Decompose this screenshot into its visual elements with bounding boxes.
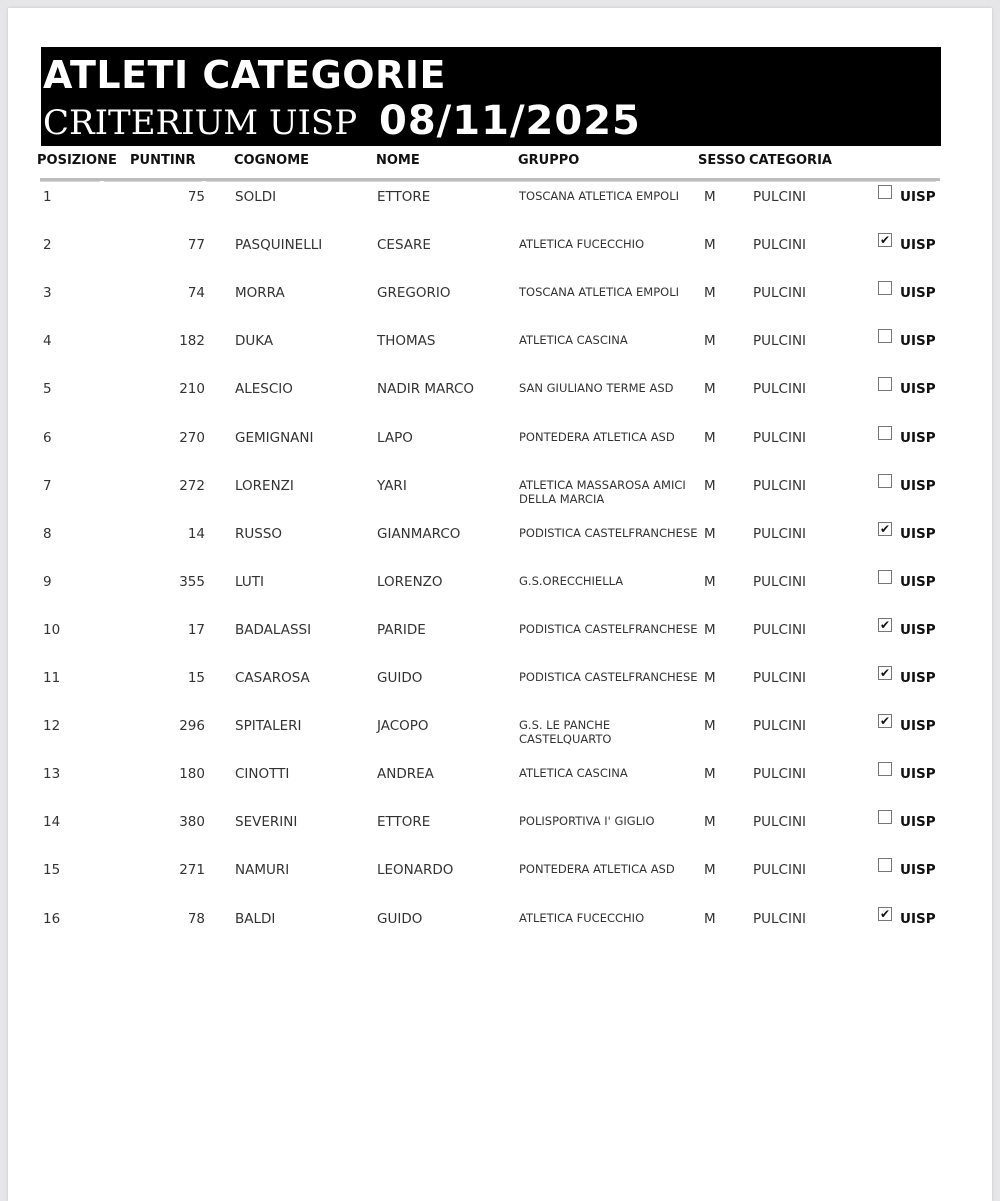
cell-categoria: PULCINI [753,670,807,686]
column-header-gruppo: GRUPPO [518,153,580,168]
uisp-checkbox[interactable] [878,858,892,872]
cell-sesso: M [704,333,716,350]
column-header-cognome: COGNOME [234,153,310,168]
cell-categoria: PULCINI [753,477,807,494]
page-title: ATLETI CATEGORIE [43,53,446,97]
cell-sesso: M [704,814,716,831]
checkmark-icon: ✔ [879,233,891,248]
cell-gruppo: ATLETICA FUCECCHIO [519,910,645,925]
uisp-label: UISP [900,814,936,831]
cell-cognome: NAMURI [235,862,290,879]
cell-sesso: M [704,237,716,254]
uisp-label: UISP [900,285,936,302]
uisp-checkbox[interactable] [878,714,892,728]
checkmark-icon: ✔ [879,666,891,680]
cell-nome: GUIDO [377,910,423,927]
uisp-checkbox[interactable] [878,426,892,440]
uisp-checkbox[interactable] [878,522,892,536]
cell-puntinr: 296 [179,718,205,735]
cell-categoria: PULCINI [753,621,807,638]
cell-gruppo: PODISTICA CASTELFRANCHESE [519,525,698,540]
cell-gruppo: PODISTICA CASTELFRANCHESE [519,670,698,684]
document-page [8,8,992,1201]
cell-nome: NADIR MARCO [377,381,475,398]
cell-sesso: M [704,429,716,446]
table-row [8,333,992,381]
uisp-label: UISP [900,525,936,542]
cell-posizione: 15 [43,862,61,879]
checkmark-icon: ✔ [879,617,891,632]
cell-puntinr: 380 [179,814,205,831]
cell-cognome: SPITALERI [235,718,302,735]
cell-categoria: PULCINI [753,237,807,254]
table-row [8,574,992,622]
cell-sesso: M [704,766,716,783]
table-row [8,814,992,862]
table-row [8,233,992,285]
cell-cognome: ALESCIO [235,381,293,398]
cell-gruppo: ATLETICA CASCINA [519,333,628,348]
uisp-checkbox[interactable] [878,907,892,921]
cell-cognome: MORRA [235,285,285,302]
table-row [8,521,992,574]
cell-cognome: LUTI [235,573,264,590]
cell-nome: PARIDE [377,621,426,638]
uisp-label: UISP [900,381,936,398]
table-row [8,666,992,718]
uisp-label: UISP [900,477,936,494]
cell-categoria: PULCINI [753,910,807,927]
uisp-label: UISP [900,189,936,205]
cell-gruppo: G.S. LE PANCHE CASTELQUARTO [519,718,612,747]
cell-cognome: GEMIGNANI [235,429,314,446]
cell-nome: LAPO [377,429,413,446]
cell-sesso: M [704,477,716,494]
cell-posizione: 4 [43,333,52,350]
cell-cognome: DUKA [235,333,274,350]
cell-puntinr: 180 [179,766,205,783]
cell-gruppo: ATLETICA CASCINA [519,766,628,781]
column-header-nome: NOME [376,153,420,168]
column-header-puntinr: PUNTINR [130,153,196,168]
cell-sesso: M [704,670,716,686]
table-row [8,189,992,237]
cell-gruppo: PONTEDERA ATLETICA ASD [519,862,675,877]
cell-cognome: SEVERINI [235,814,298,831]
cell-nome: ANDREA [377,766,434,783]
cell-puntinr: 75 [187,189,205,205]
cell-sesso: M [704,189,716,205]
cell-sesso: M [704,381,716,398]
cell-puntinr: 78 [187,910,205,927]
uisp-label: UISP [900,862,936,879]
uisp-label: UISP [900,333,936,350]
cell-nome: ETTORE [377,189,431,205]
cell-categoria: PULCINI [753,285,807,302]
uisp-label: UISP [900,910,936,927]
cell-nome: JACOPO [377,718,429,735]
table-row [8,617,992,670]
cell-sesso: M [704,525,716,542]
cell-nome: THOMAS [377,333,436,350]
uisp-checkbox[interactable] [878,570,892,584]
table-row [8,478,992,526]
uisp-checkbox[interactable] [878,762,892,776]
uisp-label: UISP [900,718,936,735]
table-row [8,430,992,478]
uisp-checkbox[interactable] [878,185,892,199]
cell-puntinr: 271 [179,862,205,879]
cell-nome: CESARE [377,237,431,254]
uisp-label: UISP [900,237,936,254]
cell-gruppo: SAN GIULIANO TERME ASD [519,381,674,396]
cell-posizione: 16 [43,910,61,927]
cell-gruppo: ATLETICA MASSAROSA AMICI DELLA MARCIA [519,477,686,506]
uisp-checkbox[interactable] [878,666,892,680]
cell-gruppo: TOSCANA ATLETICA EMPOLI [519,189,680,203]
uisp-checkbox[interactable] [878,618,892,632]
cell-categoria: PULCINI [753,718,807,735]
cell-puntinr: 355 [179,573,205,590]
cell-puntinr: 270 [179,429,205,446]
title-banner [41,47,941,146]
checkmark-icon: ✔ [879,521,891,536]
cell-nome: LORENZO [377,573,443,590]
uisp-label: UISP [900,621,936,638]
cell-posizione: 10 [43,621,61,638]
cell-posizione: 5 [43,381,52,398]
uisp-label: UISP [900,670,936,686]
cell-cognome: SOLDI [235,189,277,205]
cell-gruppo: POLISPORTIVA I' GIGLIO [519,814,655,829]
cell-puntinr: 14 [187,525,205,542]
uisp-checkbox[interactable] [878,377,892,391]
uisp-checkbox[interactable] [878,474,892,488]
cell-categoria: PULCINI [753,573,807,590]
cell-posizione: 11 [43,670,61,686]
cell-sesso: M [704,285,716,302]
cell-categoria: PULCINI [753,814,807,831]
cell-nome: GIANMARCO [377,525,461,542]
column-header-sesso: SESSO [698,153,746,168]
cell-posizione: 2 [43,237,52,254]
cell-nome: ETTORE [377,814,431,831]
cell-categoria: PULCINI [753,381,807,398]
cell-puntinr: 74 [187,285,205,302]
cell-posizione: 14 [43,814,61,831]
uisp-checkbox[interactable] [878,810,892,824]
cell-nome: GUIDO [377,670,423,686]
uisp-label: UISP [900,766,936,783]
cell-gruppo: G.S.ORECCHIELLA [519,573,624,588]
uisp-checkbox[interactable] [878,281,892,295]
cell-nome: LEONARDO [377,862,454,879]
cell-posizione: 3 [43,285,52,302]
cell-posizione: 1 [43,189,52,205]
uisp-label: UISP [900,573,936,590]
cell-sesso: M [704,573,716,590]
uisp-checkbox[interactable] [878,233,892,247]
uisp-label: UISP [900,429,936,446]
cell-puntinr: 182 [179,333,205,350]
cell-gruppo: PODISTICA CASTELFRANCHESE [519,621,698,636]
cell-gruppo: PONTEDERA ATLETICA ASD [519,429,675,444]
cell-cognome: RUSSO [235,525,283,542]
cell-categoria: PULCINI [753,189,807,205]
cell-categoria: PULCINI [753,429,807,446]
table-row [8,766,992,814]
cell-sesso: M [704,862,716,879]
cell-puntinr: 272 [179,477,205,494]
cell-categoria: PULCINI [753,525,807,542]
cell-posizione: 12 [43,718,61,735]
header-divider-cell [104,181,202,182]
cell-puntinr: 77 [187,237,205,254]
table-row [8,906,992,959]
cell-cognome: BALDI [235,910,276,927]
cell-posizione: 13 [43,766,61,783]
checkmark-icon: ✔ [879,906,891,921]
cell-nome: YARI [377,477,407,494]
table-row [8,714,992,766]
cell-gruppo: ATLETICA FUCECCHIO [519,237,645,252]
cell-cognome: BADALASSI [235,621,312,638]
event-name: CRITERIUM UISP [43,103,358,143]
table-row [8,381,992,429]
cell-puntinr: 17 [187,621,205,638]
event-date: 08/11/2025 [379,98,641,144]
cell-categoria: PULCINI [753,862,807,879]
cell-posizione: 9 [43,573,52,590]
cell-nome: GREGORIO [377,285,451,302]
cell-cognome: CASAROSA [235,670,310,686]
cell-sesso: M [704,621,716,638]
cell-categoria: PULCINI [753,766,807,783]
cell-sesso: M [704,910,716,927]
cell-posizione: 6 [43,429,52,446]
column-header-posizione: POSIZIONE [37,153,117,168]
table-row [8,285,992,333]
uisp-checkbox[interactable] [878,329,892,343]
cell-puntinr: 15 [187,670,205,686]
cell-posizione: 8 [43,525,52,542]
column-header-categoria: CATEGORIA [749,153,832,168]
cell-posizione: 7 [43,477,52,494]
table-row [8,862,992,910]
header-divider-cell [40,181,100,182]
cell-categoria: PULCINI [753,333,807,350]
cell-cognome: LORENZI [235,477,294,494]
cell-cognome: PASQUINELLI [235,237,323,254]
cell-cognome: CINOTTI [235,766,290,783]
header-divider-cell [206,181,936,182]
cell-sesso: M [704,718,716,735]
checkmark-icon: ✔ [879,714,891,729]
cell-puntinr: 210 [179,381,205,398]
cell-gruppo: TOSCANA ATLETICA EMPOLI [519,285,680,300]
